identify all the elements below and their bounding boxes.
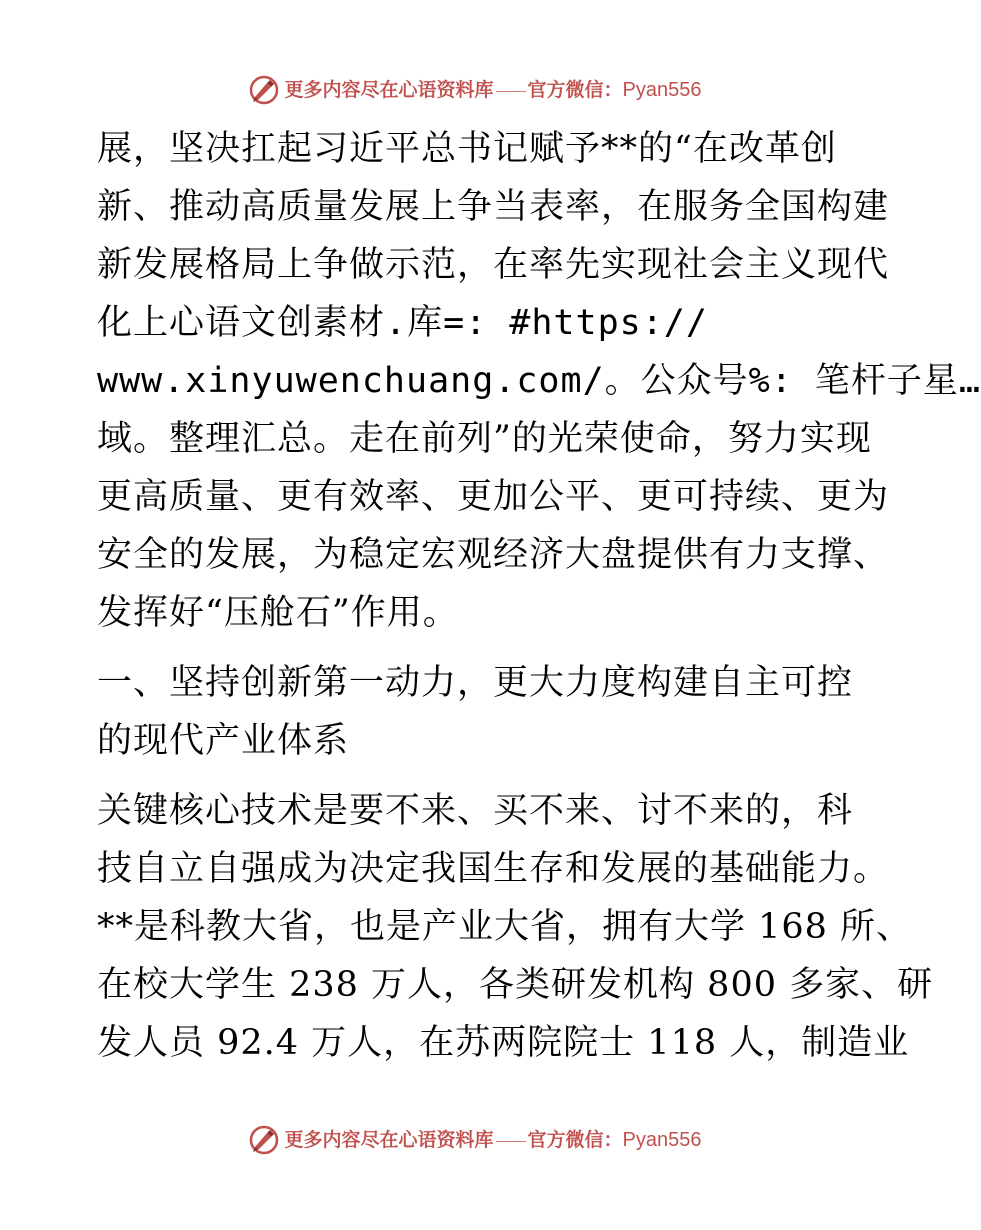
footer-banner: [0, 1123, 950, 1157]
paragraph-2: [97, 782, 934, 1072]
banner-account: Pyan556: [622, 1129, 702, 1151]
pen-logo-icon: [249, 1125, 279, 1155]
text-line: 安全的发展，为稳定宏观经济大盘提供有力支撑、: [97, 535, 890, 575]
banner-brand-text: 更多内容尽在心语资料库: [284, 1129, 494, 1151]
heading-line: 一、坚持创新第一动力，更大力度构建自主可控: [97, 663, 854, 703]
banner-brand-text: 更多内容尽在心语资料库: [284, 79, 494, 101]
text-line: 展，坚决扛起习近平总书记赋予**的“在改革创: [97, 129, 837, 169]
text-line: 关键核心技术是要不来、买不来、讨不来的，科: [97, 791, 854, 831]
heading-line: 的现代产业体系: [97, 721, 350, 761]
banner-dash: [496, 91, 526, 92]
text-line: 发挥好“压舱石”作用。: [97, 593, 459, 633]
text-line: 新发展格局上争做示范，在率先实现社会主义现代: [97, 245, 890, 285]
pen-logo-icon: [249, 75, 279, 105]
text-line: 技自立自强成为决定我国生存和发展的基础能力。: [97, 849, 890, 889]
text-line: 更高质量、更有效率、更加公平、更可持续、更为: [97, 477, 890, 517]
text-line: **是科教大省，也是产业大省，拥有大学 168 所、: [97, 907, 913, 947]
banner-dash: [496, 1141, 526, 1142]
header-banner: [0, 73, 950, 107]
text-line: www.xinyuwenchuang.com/。公众号%: 笔杆子星…: [97, 361, 981, 401]
banner-official-label: 官方微信：: [527, 1129, 623, 1151]
document-body: [97, 120, 981, 1072]
banner-account: Pyan556: [622, 79, 702, 101]
text-line: 域。整理汇总。走在前列”的光荣使命，努力实现: [97, 419, 872, 459]
banner-official-label: 官方微信：: [527, 79, 623, 101]
text-line: 化上心语文创素材.库=: #https://: [97, 303, 708, 343]
paragraph-1: [97, 120, 981, 642]
text-line: 新、推动高质量发展上争当表率，在服务全国构建: [97, 187, 890, 227]
text-line: 发人员 92.4 万人，在苏两院院士 118 人，制造业: [97, 1023, 910, 1063]
text-line: 在校大学生 238 万人，各类研发机构 800 多家、研: [97, 965, 934, 1005]
section-heading: [97, 654, 857, 770]
